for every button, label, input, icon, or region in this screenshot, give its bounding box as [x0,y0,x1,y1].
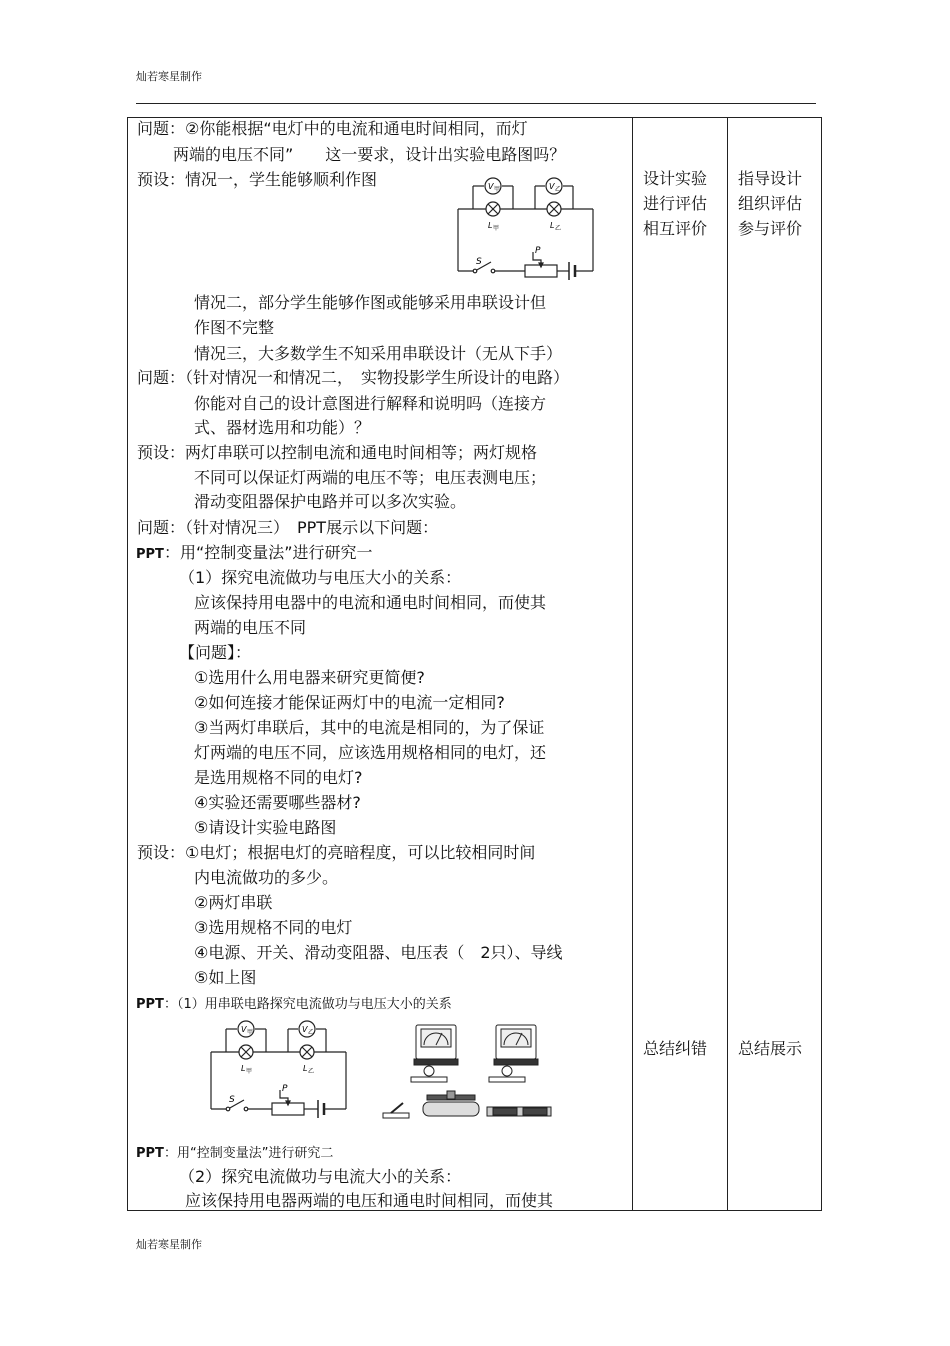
text-line: 滑动变阻器保护电路并可以多次实验。 [194,492,467,511]
apparatus-illustration [381,1017,566,1125]
text-line: 是选用规格不同的电灯? [194,768,363,787]
svg-text:V: V [302,1025,308,1034]
ppt-line: PPT：用“控制变量法”进行研究二 [136,1146,334,1161]
series-circuit-diagram [453,174,603,282]
text-line: ②如何连接才能保证两灯中的电流一定相同? [194,693,505,712]
text-line: （1）探究电流做功与电压大小的关系： [179,568,462,587]
svg-text:甲: 甲 [494,186,501,193]
page-footer: 灿若寒星制作 [136,1238,202,1251]
text-line: （2）探究电流做功与电流大小的关系： [179,1167,462,1186]
text-line: 预设：①电灯；根据电灯的亮暗程度，可以比较相同时间 [137,843,536,862]
svg-text:L: L [241,1064,246,1073]
text-line: ⑤如上图 [194,968,257,987]
svg-text:S: S [229,1095,235,1105]
svg-text:甲: 甲 [247,1029,254,1036]
student-summary-cell: 总结纠错 [643,1039,708,1058]
text-line: 不同可以保证灯两端的电压不等；电压表测电压； [194,468,547,487]
text-line: ①选用什么用电器来研究更简便? [194,668,425,687]
text-line: 情况三，大多数学生不知采用串联设计（无从下手） [194,344,563,363]
text-line: 预设：两灯串联可以控制电流和通电时间相等；两灯规格 [137,443,538,462]
text-line: 【问题】： [179,643,252,662]
text-line: 预设：情况一，学生能够顺利作图 [137,170,378,189]
svg-text:P: P [282,1084,288,1094]
ppt-label: PPT [136,1146,164,1161]
text-line: 问题：②你能根据“电灯中的电流和通电时间相同，而灯 [137,119,528,138]
text-line: 应该保持用电器中的电流和通电时间相同，而使其 [194,593,547,612]
text-line: 作图不完整 [194,318,275,337]
text-line: ⑤请设计实验电路图 [194,818,337,837]
svg-text:甲: 甲 [493,225,500,232]
svg-text:L: L [488,221,493,230]
svg-text:P: P [535,246,541,256]
student-activity-cell: 设计实验 进行评估 相互评价 [643,169,708,238]
ppt-label: PPT [136,547,164,562]
ppt-line: PPT：用“控制变量法”进行研究一 [136,543,373,562]
text-line: ③选用规格不同的电灯 [194,918,353,937]
header-rule [136,103,816,104]
svg-text:乙: 乙 [555,186,562,193]
text-line: 你能对自己的设计意图进行解释和说明吗（连接方 [194,394,547,413]
svg-text:L: L [303,1064,308,1073]
text-line: ③当两灯串联后，其中的电流是相同的，为了保证 [194,718,545,737]
svg-text:乙: 乙 [308,1068,315,1075]
text-line: 灯两端的电压不同，应该选用规格相同的电灯，还 [194,743,547,762]
svg-text:乙: 乙 [555,225,562,232]
series-circuit-diagram-2 [206,1017,356,1119]
text-line: ④实验还需要哪些器材? [194,793,361,812]
svg-text:V: V [549,182,555,191]
text-line: 式、器材选用和功能）？ [194,418,371,437]
lesson-table [127,117,822,1211]
column-divider-1 [632,118,633,1210]
text-line: 两端的电压不同” 这一要求，设计出实验电路图吗？ [173,145,566,164]
text-line: 问题：（针对情况一和情况二， 实物投影学生所设计的电路） [137,368,570,387]
svg-text:V: V [488,182,494,191]
page-header: 灿若寒星制作 [136,70,202,83]
text-line: ②两灯串联 [194,893,273,912]
ppt-line: PPT：（1）用串联电路探究电流做功与电压大小的关系 [136,997,452,1012]
teacher-activity-cell: 指导设计 组织评估 参与评价 [738,169,803,238]
text-line: 问题：（针对情况三） PPT展示以下问题： [137,518,439,537]
teacher-summary-cell: 总结展示 [738,1039,803,1058]
text-line: 内电流做功的多少。 [194,868,339,887]
text-line: 情况二，部分学生能够作图或能够采用串联设计但 [194,293,547,312]
svg-text:甲: 甲 [246,1068,253,1075]
svg-text:乙: 乙 [308,1029,315,1036]
text-line: ④电源、开关、滑动变阻器、电压表（ 2只）、导线 [194,943,563,962]
svg-text:L: L [550,221,555,230]
ppt-label: PPT [136,997,164,1012]
text-line: 两端的电压不同 [194,618,307,637]
svg-text:V: V [241,1025,247,1034]
svg-text:S: S [476,257,482,267]
text-line: 应该保持用电器两端的电压和通电时间相同，而使其 [185,1191,554,1210]
